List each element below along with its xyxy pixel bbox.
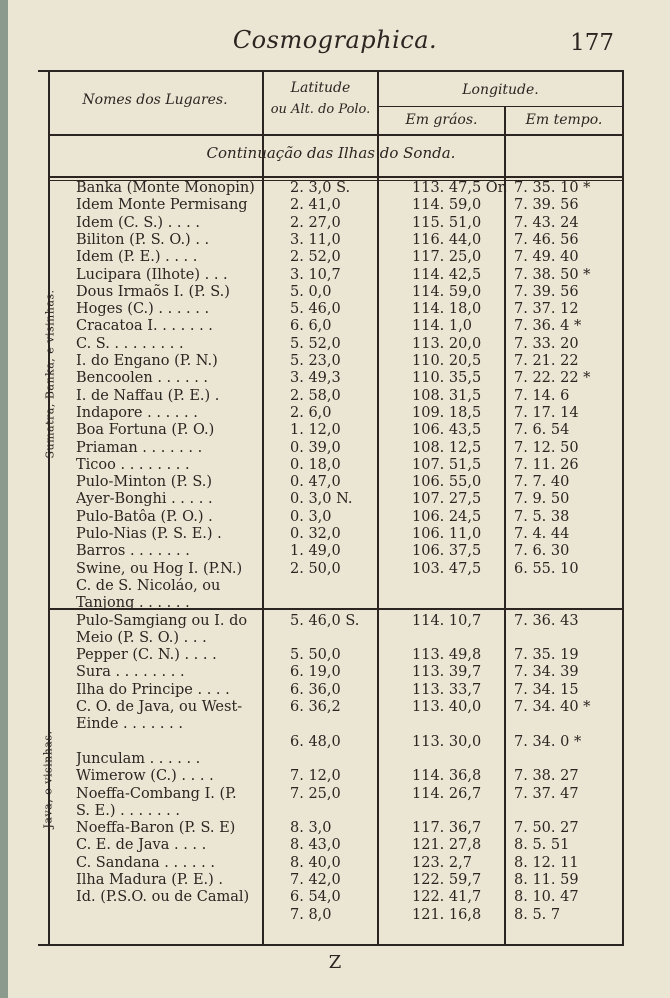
latitude-value: 0. 3,0 N.: [290, 491, 353, 508]
longitude-degrees: 123. 2,7: [412, 854, 472, 871]
latitude-value: 5. 46,0 S.: [290, 612, 360, 629]
place-name: C. S. . . . . . . . .: [76, 335, 184, 352]
longitude-time: 7. 33. 20: [514, 335, 579, 352]
place-name: S. E.) . . . . . . .: [76, 802, 181, 819]
place-name: Ayer-Bonghi . . . . .: [76, 491, 213, 508]
latitude-value: 0. 39,0: [290, 439, 341, 456]
longitude-degrees: 106. 11,0: [412, 526, 482, 542]
longitude-degrees: 113. 33,7: [412, 681, 482, 698]
longitude-degrees: 113. 40,0: [412, 699, 482, 715]
longitude-degrees: 109. 18,5: [412, 404, 482, 421]
longitude-degrees: 107. 27,5: [412, 491, 482, 508]
latitude-value: 6. 48,0: [290, 733, 341, 750]
place-name: Banka (Monte Monopin): [76, 180, 255, 196]
place-name: Meio (P. S. O.) . . .: [76, 629, 207, 646]
longitude-degrees: 106. 37,5: [412, 543, 482, 560]
longitude-time: 8. 5. 7: [514, 906, 561, 923]
place-name: Lucipara (Ilhote) . . .: [76, 266, 228, 283]
table-row: [38, 491, 624, 508]
table-row: [38, 215, 624, 232]
place-name: Pulo-Samgiang ou I. do: [76, 612, 248, 629]
place-name: Priaman . . . . . . .: [76, 439, 203, 456]
longitude-time: 7. 39. 56: [514, 197, 579, 214]
longitude-time: 7. 49. 40: [514, 249, 579, 266]
group-label-sumatra: Sumatra, Banka, e visinhas.: [43, 289, 57, 459]
latitude-value: 7. 12,0: [290, 768, 341, 785]
longitude-degrees: 106. 43,5: [412, 422, 482, 439]
longitude-time: 8. 11. 59: [514, 872, 579, 888]
signature-mark: Z: [328, 952, 342, 973]
longitude-time: 7. 9. 50: [514, 491, 570, 508]
table-row: [38, 353, 624, 370]
longitude-degrees: 117. 25,0: [412, 249, 482, 266]
table-row: [38, 820, 624, 837]
longitude-degrees: 114. 1,0: [412, 318, 472, 335]
longitude-time: 7. 35. 19: [514, 647, 579, 664]
place-name: C. Sandana . . . . . .: [76, 854, 215, 871]
table-row: [38, 716, 624, 733]
header-names: Nomes dos Lugares.: [82, 92, 228, 108]
place-name: C. O. de Java, ou West-: [76, 699, 243, 715]
longitude-time: 7. 21. 22: [514, 353, 579, 369]
table-row: [38, 872, 624, 889]
table-row: [38, 543, 624, 560]
header-latitude-sub: ou Alt. do Polo.: [270, 102, 371, 117]
table-row: [38, 301, 624, 318]
table-row: [38, 180, 624, 197]
longitude-time: 7. 11. 26: [514, 456, 579, 473]
longitude-degrees: 108. 31,5: [412, 387, 482, 404]
table-row: [38, 336, 624, 353]
place-name: Barros . . . . . . .: [76, 543, 190, 560]
table-row: [38, 699, 624, 716]
longitude-time: 7. 50. 27: [514, 820, 579, 837]
place-name: Ilha do Principe . . . .: [76, 681, 230, 698]
latitude-value: 3. 11,0: [290, 231, 341, 248]
latitude-value: 0. 3,0: [290, 508, 332, 525]
longitude-time: 8. 12. 11: [514, 854, 579, 871]
latitude-value: 5. 50,0: [290, 647, 341, 664]
latitude-value: 2. 3,0 S.: [290, 180, 351, 196]
latitude-value: 5. 52,0: [290, 335, 341, 352]
table-row: [38, 249, 624, 266]
table-row: [38, 768, 624, 785]
longitude-degrees: 117. 36,7: [412, 820, 482, 837]
table-row: [38, 682, 624, 699]
latitude-value: 3. 10,7: [290, 266, 341, 283]
place-name: C. E. de Java . . . .: [76, 837, 207, 854]
longitude-degrees: 122. 59,7: [412, 872, 482, 888]
longitude-time: 7. 39. 56: [514, 283, 579, 300]
longitude-time: 7. 4. 44: [514, 526, 570, 542]
latitude-value: 5. 0,0: [290, 283, 332, 300]
table-row: [38, 422, 624, 439]
latitude-value: 6. 19,0: [290, 664, 341, 681]
table-row: [38, 855, 624, 872]
latitude-value: 8. 3,0: [290, 820, 332, 837]
longitude-time: 7. 37. 47: [514, 785, 579, 802]
longitude-time: 8. 10. 47: [514, 889, 579, 906]
longitude-degrees: 116. 44,0: [412, 231, 482, 248]
place-name: Pulo-Nias (P. S. E.) .: [76, 526, 222, 542]
longitude-degrees: 113. 49,8: [412, 647, 482, 664]
place-name: Pepper (C. N.) . . . .: [76, 647, 217, 664]
table-row: [38, 526, 624, 543]
longitude-degrees: 114. 36,8: [412, 768, 482, 785]
longitude-degrees: 114. 59,0: [412, 197, 482, 214]
longitude-time: 7. 37. 12: [514, 301, 579, 318]
longitude-time: 7. 34. 0 *: [514, 733, 582, 750]
longitude-degrees: 108. 12,5: [412, 439, 482, 456]
table-row: [38, 457, 624, 474]
longitude-time: 7. 6. 54: [514, 422, 570, 439]
page-edge: [0, 0, 8, 998]
longitude-degrees: 121. 27,8: [412, 837, 482, 854]
longitude-degrees: 113. 30,0: [412, 733, 482, 750]
latitude-value: 8. 40,0: [290, 854, 341, 871]
place-name: Pulo-Minton (P. S.): [76, 474, 213, 491]
place-name: Boa Fortuna (P. O.): [76, 422, 215, 439]
place-name: Idem (C. S.) . . . .: [76, 214, 200, 231]
latitude-value: 0. 18,0: [290, 456, 341, 473]
latitude-value: 0. 32,0: [290, 526, 341, 542]
table-row: [38, 803, 624, 820]
table-row: [38, 370, 624, 387]
longitude-degrees: 113. 47,5 Or.: [412, 180, 508, 196]
longitude-degrees: 113. 20,0: [412, 335, 482, 352]
latitude-value: 2. 58,0: [290, 387, 341, 404]
longitude-time: 8. 5. 51: [514, 837, 570, 854]
longitude-degrees: 110. 20,5: [412, 353, 482, 369]
table-row: [38, 837, 624, 854]
place-name: Ticoo . . . . . . . .: [76, 456, 190, 473]
longitude-degrees: 114. 18,0: [412, 301, 482, 318]
place-name: Id. (P.S.O. ou de Camal): [76, 889, 250, 906]
latitude-value: 7. 8,0: [290, 906, 332, 923]
longitude-time: 7. 36. 43: [514, 612, 579, 629]
latitude-value: 6. 54,0: [290, 889, 341, 906]
table-row: [38, 509, 624, 526]
longitude-degrees: 107. 51,5: [412, 456, 482, 473]
place-name: Ilha Madura (P. E.) .: [76, 872, 224, 888]
place-name: Junculam . . . . . .: [76, 750, 201, 767]
longitude-degrees: 106. 24,5: [412, 508, 482, 525]
table-row: [38, 613, 624, 630]
longitude-degrees: 103. 47,5: [412, 560, 482, 577]
latitude-value: 6. 6,0: [290, 318, 332, 335]
latitude-value: 5. 23,0: [290, 353, 341, 369]
place-name: Noeffa-Baron (P. S. E): [76, 820, 236, 837]
latitude-value: 2. 50,0: [290, 560, 341, 577]
longitude-time: 7. 5. 38: [514, 508, 570, 525]
latitude-value: 6. 36,2: [290, 699, 341, 715]
place-name: Dous Irmaõs I. (P. S.): [76, 283, 230, 300]
place-name: Noeffa-Combang I. (P.: [76, 785, 237, 802]
place-name: I. do Engano (P. N.): [76, 353, 218, 369]
header-degrees: Em gráos.: [405, 112, 478, 128]
table-row: [38, 734, 624, 751]
table-row: [38, 405, 624, 422]
table-row: [38, 440, 624, 457]
running-title: Cosmographica.: [232, 26, 438, 54]
table-row: [38, 907, 624, 924]
longitude-degrees: 114. 42,5: [412, 266, 482, 283]
longitude-degrees: 110. 35,5: [412, 370, 482, 387]
place-name: I. de Naffau (P. E.) .: [76, 387, 220, 404]
latitude-value: 2. 6,0: [290, 404, 332, 421]
latitude-value: 2. 27,0: [290, 214, 341, 231]
table-row: [38, 630, 624, 647]
longitude-time: 7. 6. 30: [514, 543, 570, 560]
longitude-time: 7. 38. 50 *: [514, 266, 591, 283]
longitude-time: 7. 14. 6: [514, 387, 570, 404]
longitude-time: 7. 17. 14: [514, 404, 579, 421]
longitude-time: 7. 38. 27: [514, 768, 579, 785]
longitude-time: 7. 34. 15: [514, 681, 579, 698]
longitude-time: 7. 7. 40: [514, 474, 570, 491]
latitude-value: 7. 42,0: [290, 872, 341, 888]
longitude-time: 6. 55. 10: [514, 560, 579, 577]
place-name: Idem Monte Permisang: [76, 197, 248, 214]
longitude-time: 7. 46. 56: [514, 231, 579, 248]
longitude-time: 7. 35. 10 *: [514, 180, 591, 196]
longitude-time: 7. 22. 22 *: [514, 370, 591, 387]
latitude-value: 8. 43,0: [290, 837, 341, 854]
longitude-time: 7. 43. 24: [514, 214, 579, 231]
place-name: Sura . . . . . . . .: [76, 664, 185, 681]
place-name: Idem (P. E.) . . . .: [76, 249, 198, 266]
longitude-degrees: 121. 16,8: [412, 906, 482, 923]
place-name: Bencoolen . . . . . .: [76, 370, 209, 387]
table-row: [38, 232, 624, 249]
table-row: [38, 647, 624, 664]
table-row: [38, 318, 624, 335]
place-name: Pulo-Batôa (P. O.) .: [76, 508, 213, 525]
longitude-time: 7. 12. 50: [514, 439, 579, 456]
place-name: Swine, ou Hog I. (P.N.): [76, 560, 243, 577]
latitude-value: 1. 49,0: [290, 543, 341, 560]
latitude-value: 5. 46,0: [290, 301, 341, 318]
place-name: Einde . . . . . . .: [76, 716, 183, 733]
table-row: [38, 578, 624, 595]
longitude-time: 7. 34. 40 *: [514, 699, 591, 715]
table-row: [38, 751, 624, 768]
place-name: Tanjong . . . . . .: [76, 595, 190, 612]
table-row: [38, 561, 624, 578]
place-name: Indapore . . . . . .: [76, 404, 198, 421]
longitude-degrees: 115. 51,0: [412, 214, 482, 231]
table-row: [38, 474, 624, 491]
latitude-value: 2. 52,0: [290, 249, 341, 266]
table-row: [38, 197, 624, 214]
table-row: [38, 284, 624, 301]
place-name: Hoges (C.) . . . . . .: [76, 301, 210, 318]
longitude-degrees: 114. 10,7: [412, 612, 482, 629]
page-number: 177: [570, 30, 614, 56]
place-name: Cracatoa I. . . . . . .: [76, 318, 213, 335]
header-latitude: Latitude: [290, 80, 351, 96]
table-row: [38, 786, 624, 803]
latitude-value: 6. 36,0: [290, 681, 341, 698]
section-title: Continuação das Ilhas do Sonda.: [206, 144, 456, 162]
latitude-value: 1. 12,0: [290, 422, 341, 439]
header-longitude: Longitude.: [462, 82, 539, 98]
header-time: Em tempo.: [525, 112, 603, 128]
longitude-degrees: 114. 59,0: [412, 283, 482, 300]
place-name: C. de S. Nicoláo, ou: [76, 577, 221, 594]
table-row: [38, 889, 624, 906]
latitude-value: 3. 49,3: [290, 370, 341, 387]
longitude-degrees: 114. 26,7: [412, 785, 482, 802]
longitude-time: 7. 34. 39: [514, 664, 579, 681]
table-row: [38, 267, 624, 284]
latitude-value: 7. 25,0: [290, 785, 341, 802]
place-name: Biliton (P. S. O.) . .: [76, 231, 210, 248]
longitude-degrees: 106. 55,0: [412, 474, 482, 491]
longitude-degrees: 113. 39,7: [412, 664, 482, 681]
place-name: Wimerow (C.) . . . .: [76, 768, 214, 785]
table-row: [38, 388, 624, 405]
table-row: [38, 595, 624, 612]
table-row: [38, 664, 624, 681]
longitude-degrees: 122. 41,7: [412, 889, 482, 906]
group-label-java: Java, e visinhas.: [41, 730, 55, 829]
latitude-value: 2. 41,0: [290, 197, 341, 214]
latitude-value: 0. 47,0: [290, 474, 341, 491]
longitude-time: 7. 36. 4 *: [514, 318, 582, 335]
